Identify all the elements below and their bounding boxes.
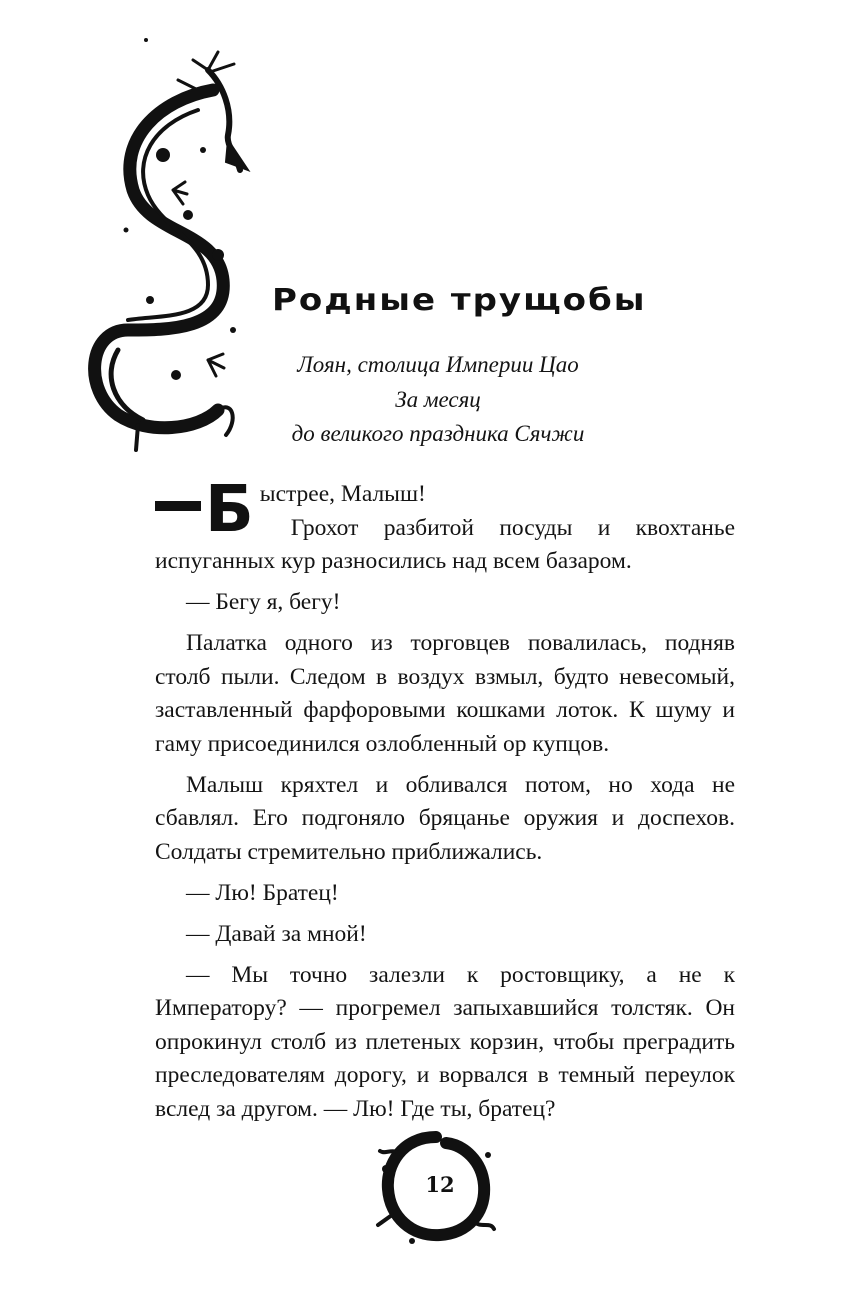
paragraph: — Лю! Братец! bbox=[186, 879, 339, 906]
epigraph-line: Лоян, столица Империи Цао bbox=[297, 352, 579, 377]
chapter-epigraph bbox=[278, 348, 598, 452]
dragon-illustration bbox=[58, 30, 258, 470]
paragraph: — Мы точно залезли к ростовщику, а не к Императору? — прогремел запыхавшийся толстяк. Он опрокинул столб из плетеных корзин, чтобы преградить преследователям дорогу, и ворвался в темный переулок вслед за другом. — Лю! Где ты, братец? bbox=[155, 961, 735, 1122]
paragraph: — Бегу я, бегу! bbox=[186, 589, 341, 615]
page-number: 12 bbox=[425, 1172, 455, 1197]
epigraph-line: За месяц bbox=[395, 386, 481, 412]
paragraph: — Давай за мной! bbox=[186, 920, 367, 947]
paragraph: Грохот разбитой посуды и квохтанье испуганных кур разносились над всем базаром. bbox=[155, 514, 735, 574]
paragraph: ыстрее, Малыш! bbox=[259, 481, 426, 507]
epigraph-line: до великого праздника Сячжи bbox=[291, 421, 585, 446]
paragraph: Малыш кряхтел и обливался потом, но хода не сбавлял. Его подгоняло бряцанье оружия и доспехов. Солдаты стремительно приближались. bbox=[155, 771, 735, 865]
chapter-body bbox=[155, 473, 735, 1126]
chapter-title: Родные трущобы bbox=[272, 282, 647, 318]
dropcap-letter: Б bbox=[205, 473, 254, 547]
paragraph: Палатка одного из торговцев повалилась, подняв столб пыли. Следом в воздух взмыл, будто невесомый, заставленный фарфоровыми кошками лоток. К шуму и гаму присоединился озлобленный ор купцов. bbox=[155, 630, 735, 757]
dropcap-dash bbox=[155, 501, 201, 511]
